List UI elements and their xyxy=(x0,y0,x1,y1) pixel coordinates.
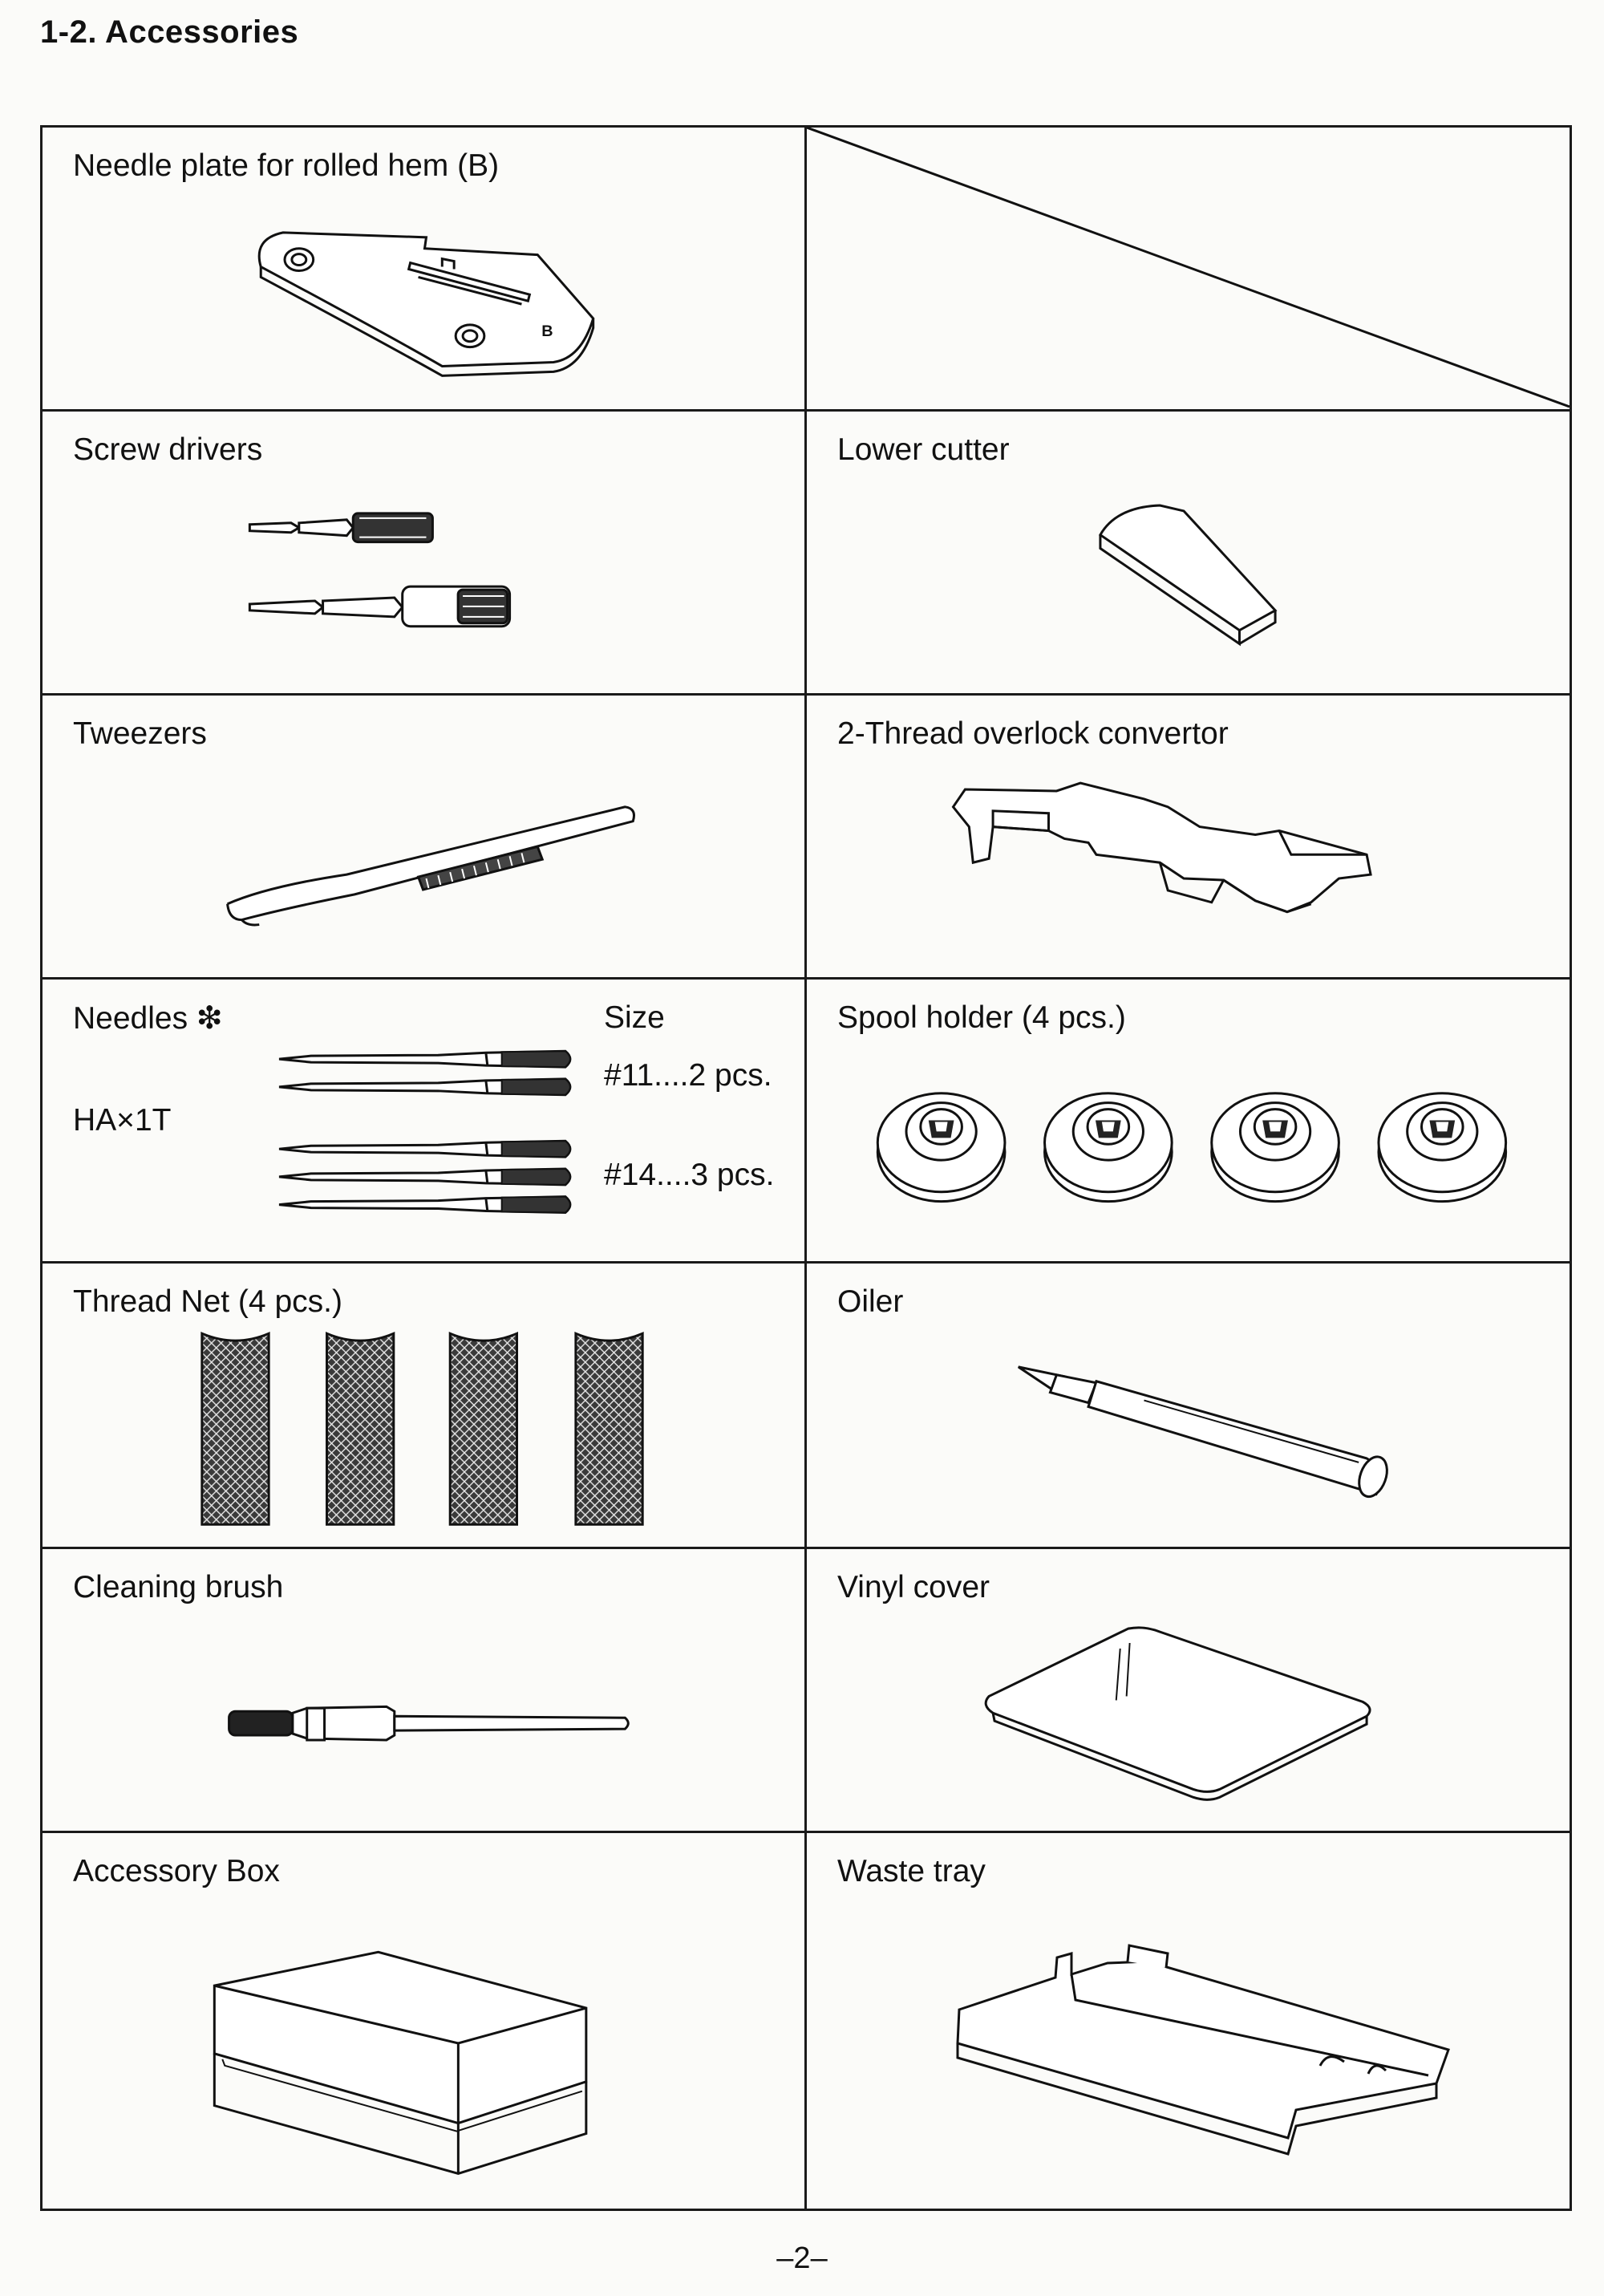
label-screw-drivers: Screw drivers xyxy=(73,432,263,467)
cell-empty xyxy=(807,128,1570,412)
label-vinyl-cover: Vinyl cover xyxy=(837,1570,990,1604)
cell-spool-holder xyxy=(807,980,1570,1264)
waste-tray-illustration xyxy=(807,1833,1570,2209)
convertor-illustration xyxy=(807,696,1570,977)
label-waste-tray: Waste tray xyxy=(837,1854,986,1888)
oiler-illustration xyxy=(807,1264,1570,1547)
screw-drivers-illustration xyxy=(43,412,804,693)
label-tweezers: Tweezers xyxy=(73,716,207,751)
cell-needles xyxy=(43,980,807,1264)
accessories-table xyxy=(40,125,1572,2211)
label-thread-net: Thread Net (4 pcs.) xyxy=(73,1284,342,1319)
label-lower-cutter: Lower cutter xyxy=(837,432,1010,467)
label-needle-plate: Needle plate for rolled hem (B) xyxy=(73,148,500,183)
label-needles-size-14: #14....3 pcs. xyxy=(604,1158,775,1192)
spool-holder-illustration xyxy=(807,980,1570,1261)
label-needles-type: HA×1T xyxy=(73,1103,172,1138)
label-accessory-box: Accessory Box xyxy=(73,1854,280,1888)
cleaning-brush-illustration xyxy=(43,1549,804,1831)
cell-convertor xyxy=(807,696,1570,980)
cell-cleaning-brush xyxy=(43,1549,807,1833)
label-needles-size-11: #11....2 pcs. xyxy=(604,1058,772,1093)
cell-lower-cutter xyxy=(807,412,1570,696)
lower-cutter-illustration xyxy=(807,412,1570,693)
cell-vinyl-cover xyxy=(807,1549,1570,1833)
accessory-box-illustration xyxy=(43,1833,804,2209)
label-spool-holder: Spool holder (4 pcs.) xyxy=(837,1000,1126,1035)
cell-waste-tray xyxy=(807,1833,1570,2209)
label-oiler: Oiler xyxy=(837,1284,904,1319)
page-title: 1-2. Accessories xyxy=(40,14,299,50)
cell-oiler xyxy=(807,1264,1570,1549)
diagonal-line xyxy=(807,128,1570,409)
cell-tweezers xyxy=(43,696,807,980)
page-number: –2– xyxy=(776,2241,828,2275)
vinyl-cover-illustration xyxy=(807,1549,1570,1831)
cell-needle-plate xyxy=(43,128,807,412)
label-convertor: 2-Thread overlock convertor xyxy=(837,716,1229,751)
needle-plate-mark: B xyxy=(541,322,553,340)
label-needles: Needles ❇ xyxy=(73,1001,223,1036)
label-cleaning-brush: Cleaning brush xyxy=(73,1570,284,1604)
label-needles-size: Size xyxy=(604,1000,665,1035)
tweezers-illustration xyxy=(43,696,804,977)
cell-thread-net xyxy=(43,1264,807,1549)
needles-illustration xyxy=(43,980,804,1261)
thread-net-illustration xyxy=(43,1264,804,1547)
needle-plate-illustration xyxy=(43,128,804,409)
cell-accessory-box xyxy=(43,1833,807,2209)
cell-screw-drivers xyxy=(43,412,807,696)
